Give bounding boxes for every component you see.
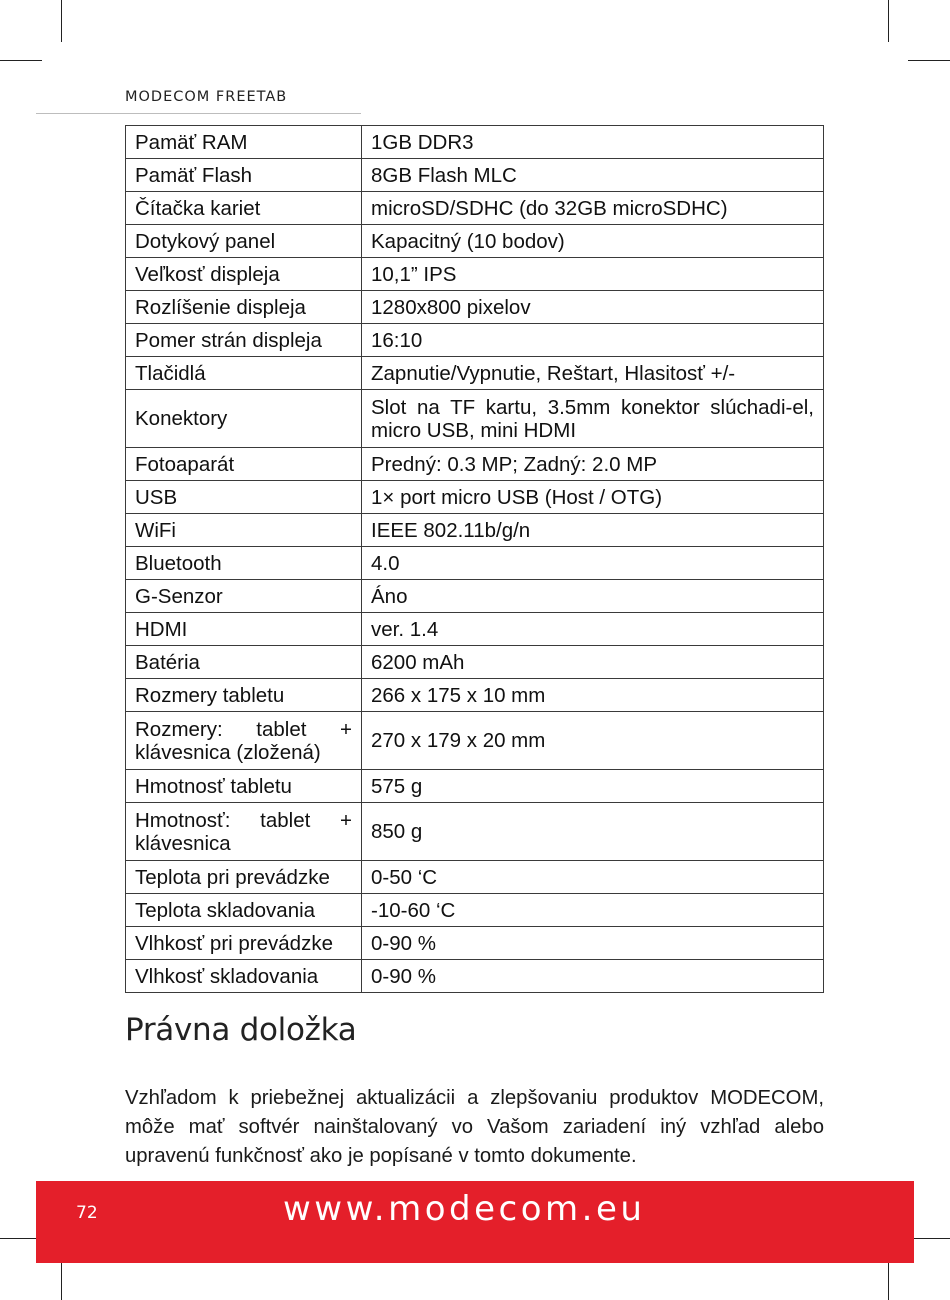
- spec-label: Konektory: [126, 390, 362, 448]
- spec-value-text: Slot na TF kartu, 3.5mm konektor slúchadi-el, micro USB, mini HDMI: [371, 395, 814, 442]
- table-row: [126, 159, 824, 192]
- spec-label: Vlhkosť skladovania: [126, 960, 362, 993]
- spec-label: Čítačka kariet: [126, 192, 362, 225]
- spec-label: USB: [126, 481, 362, 514]
- spec-label: Batéria: [126, 646, 362, 679]
- crop-mark: [61, 1258, 62, 1300]
- spec-label: WiFi: [126, 514, 362, 547]
- spec-value: 1280x800 pixelov: [362, 291, 824, 324]
- crop-mark: [0, 60, 42, 61]
- spec-value: ver. 1.4: [362, 613, 824, 646]
- spec-value: 8GB Flash MLC: [362, 159, 824, 192]
- crop-mark: [888, 0, 889, 42]
- spec-table: [125, 125, 824, 993]
- table-row: [126, 481, 824, 514]
- spec-value: 270 x 179 x 20 mm: [362, 712, 824, 770]
- spec-value: Zapnutie/Vypnutie, Reštart, Hlasitosť +/-: [362, 357, 824, 390]
- table-row: [126, 712, 824, 770]
- spec-value: Áno: [362, 580, 824, 613]
- table-row: [126, 448, 824, 481]
- spec-label: Veľkosť displeja: [126, 258, 362, 291]
- footer-url[interactable]: www.modecom.eu: [283, 1189, 646, 1229]
- spec-value: Predný: 0.3 MP; Zadný: 2.0 MP: [362, 448, 824, 481]
- table-row: [126, 927, 824, 960]
- table-row: [126, 580, 824, 613]
- spec-label: Pamäť Flash: [126, 159, 362, 192]
- footer-band: [36, 1181, 914, 1263]
- page-number: 72: [76, 1203, 98, 1223]
- spec-label: Fotoaparát: [126, 448, 362, 481]
- crop-mark: [888, 1258, 889, 1300]
- spec-value: 1× port micro USB (Host / OTG): [362, 481, 824, 514]
- spec-label-text: Rozmery: tablet + klávesnica (zložená): [135, 717, 352, 764]
- spec-value: -10-60 ‘C: [362, 894, 824, 927]
- spec-value: 10,1” IPS: [362, 258, 824, 291]
- running-header: MODECOM FREETAB: [125, 89, 288, 105]
- spec-label: Pamäť RAM: [126, 126, 362, 159]
- spec-label: Rozlíšenie displeja: [126, 291, 362, 324]
- crop-mark: [908, 60, 950, 61]
- spec-value: 6200 mAh: [362, 646, 824, 679]
- table-row: [126, 126, 824, 159]
- spec-label: Dotykový panel: [126, 225, 362, 258]
- spec-value: IEEE 802.11b/g/n: [362, 514, 824, 547]
- legal-paragraph: Vzhľadom k priebežnej aktualizácii a zlepšovaniu produktov MODECOM, môže mať softvér nainštalovaný vo Vašom zariadení iný vzhľad alebo upravenú funkčnosť ako je popísané v tomto dokumente.: [125, 1087, 824, 1167]
- table-row: [126, 679, 824, 712]
- spec-value: 850 g: [362, 803, 824, 861]
- spec-label: [126, 803, 362, 861]
- spec-value: 266 x 175 x 10 mm: [362, 679, 824, 712]
- table-row: [126, 547, 824, 580]
- table-row: [126, 291, 824, 324]
- table-row: [126, 225, 824, 258]
- spec-value: 1GB DDR3: [362, 126, 824, 159]
- spec-label: Teplota skladovania: [126, 894, 362, 927]
- table-row: [126, 646, 824, 679]
- table-row: [126, 770, 824, 803]
- section-title: Právna doložka: [125, 1012, 357, 1048]
- crop-mark: [908, 1238, 950, 1239]
- table-row: [126, 514, 824, 547]
- spec-value: microSD/SDHC (do 32GB microSDHC): [362, 192, 824, 225]
- spec-value: 0-90 %: [362, 927, 824, 960]
- spec-label: Tlačidlá: [126, 357, 362, 390]
- header-rule: [36, 113, 361, 114]
- spec-value: 0-50 ‘C: [362, 861, 824, 894]
- spec-label: Rozmery tabletu: [126, 679, 362, 712]
- spec-label: Vlhkosť pri prevádzke: [126, 927, 362, 960]
- spec-label: Bluetooth: [126, 547, 362, 580]
- spec-value: [362, 390, 824, 448]
- spec-value: 575 g: [362, 770, 824, 803]
- spec-label-text: Hmotnosť: tablet + klávesnica: [135, 808, 352, 855]
- table-row: [126, 613, 824, 646]
- spec-label: [126, 712, 362, 770]
- crop-mark: [61, 0, 62, 42]
- table-row: [126, 960, 824, 993]
- table-row: [126, 861, 824, 894]
- spec-label: G-Senzor: [126, 580, 362, 613]
- table-row: [126, 894, 824, 927]
- table-row: [126, 390, 824, 448]
- spec-value: 0-90 %: [362, 960, 824, 993]
- spec-value: 4.0: [362, 547, 824, 580]
- spec-label: Pomer strán displeja: [126, 324, 362, 357]
- spec-label: HDMI: [126, 613, 362, 646]
- table-row: [126, 324, 824, 357]
- table-row: [126, 357, 824, 390]
- spec-value: Kapacitný (10 bodov): [362, 225, 824, 258]
- table-row: [126, 803, 824, 861]
- spec-label: Hmotnosť tabletu: [126, 770, 362, 803]
- table-row: [126, 192, 824, 225]
- spec-label: Teplota pri prevádzke: [126, 861, 362, 894]
- spec-value: 16:10: [362, 324, 824, 357]
- table-row: [126, 258, 824, 291]
